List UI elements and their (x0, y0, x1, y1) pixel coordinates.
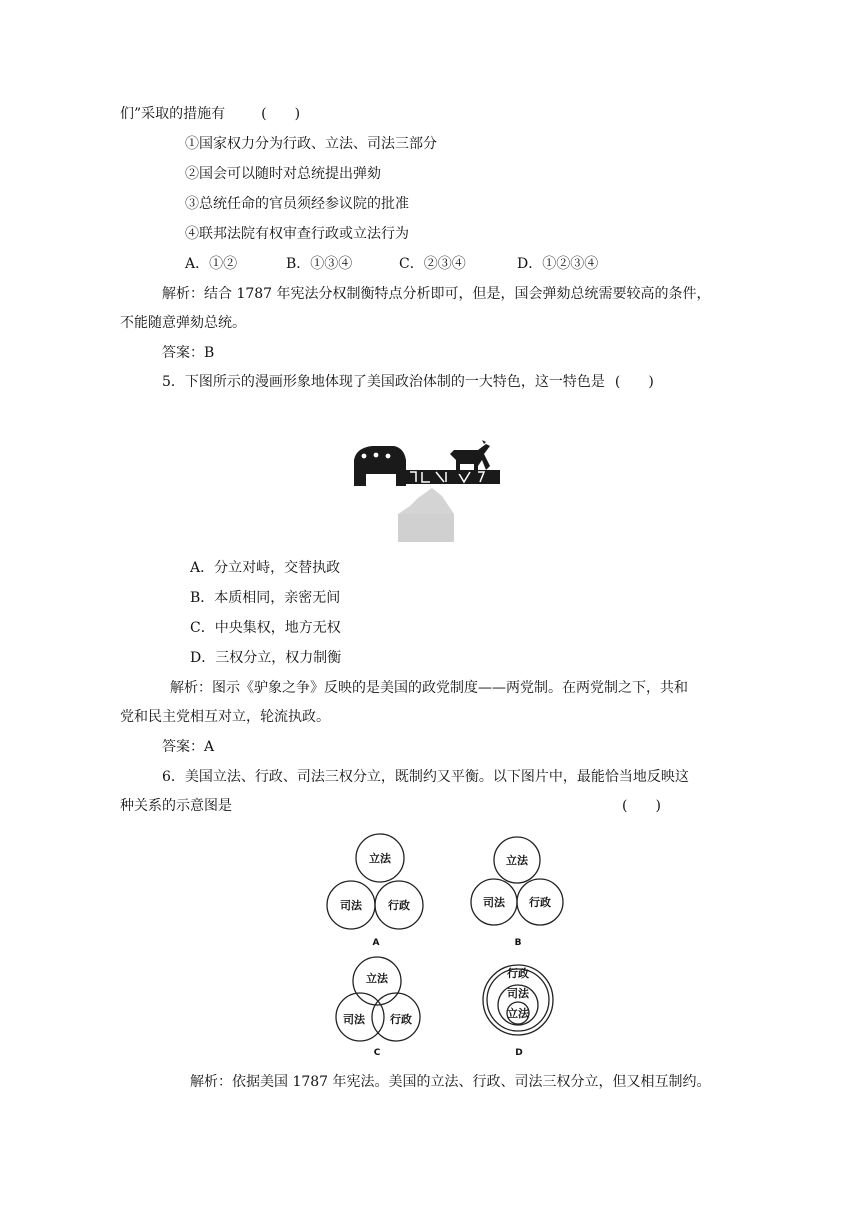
donkey-icon (450, 440, 490, 474)
q4-answer: 答案：B (162, 345, 215, 361)
q4-stem-tail: 们”采取的措施有 ( ) (120, 106, 301, 122)
label-c: C (373, 1048, 381, 1058)
q4-answer-paren: ( ) (261, 106, 301, 122)
b-judicial-label: 司法 (483, 896, 505, 909)
q6-analysis: 解析：依据美国 1787 年宪法。美国的立法、行政、司法三权分立，但又相互制约。 (190, 1074, 711, 1090)
diagram-c (336, 957, 420, 1041)
q4-option-b: B．①③④ (286, 256, 353, 272)
q5-analysis-line1: 解析：图示《驴象之争》反映的是美国的政党制度——两党制。在两党制之下，共和 (170, 680, 688, 696)
label-a: A (372, 938, 380, 948)
q4-item-4: ④联邦法院有权审查行政或立法行为 (185, 226, 409, 242)
q4-option-d: D．①②③④ (517, 256, 599, 272)
q6-answer-paren: ( ) (622, 798, 661, 814)
elephant-icon (354, 446, 406, 486)
q4-option-a: A．①② (185, 256, 238, 272)
q5-stem: 5．下图所示的漫画形象地体现了美国政治体制的一大特色，这一特色是 ( ) (162, 374, 654, 390)
q5-answer-paren: ( ) (614, 374, 654, 390)
b-executive-label: 行政 (529, 896, 551, 909)
q5-answer: 答案：A (162, 739, 215, 755)
q5-option-d: D．三权分立，权力制衡 (190, 650, 342, 666)
d-judicial-label: 司法 (507, 987, 529, 1000)
a-executive-label: 行政 (388, 899, 410, 912)
q6-stem-line2: 种关系的示意图是 ( ) (120, 798, 661, 814)
q4-analysis-line1: 解析：结合 1787 年宪法分权制衡特点分析即可，但是，国会弹劾总统需要较高的条件， (162, 286, 711, 302)
q5-option-a: A．分立对峙，交替执政 (190, 560, 341, 576)
diagram-a (327, 834, 423, 929)
c-judicial-label: 司法 (343, 1013, 365, 1026)
q5-option-c: C．中央集权，地方无权 (190, 620, 341, 636)
q4-analysis-line2: 不能随意弹劾总统。 (120, 315, 246, 331)
q6-stem-line1: 6．美国立法、行政、司法三权分立，既制约又平衡。以下图片中，最能恰当地反映这 (162, 769, 689, 785)
d-executive-label: 行政 (507, 967, 529, 980)
separation-of-powers-diagrams (320, 832, 580, 1062)
a-legislative-label: 立法 (369, 852, 391, 865)
b-legislative-label: 立法 (506, 854, 528, 867)
a-judicial-label: 司法 (340, 899, 362, 912)
c-legislative-label: 立法 (366, 972, 388, 985)
q4-item-2: ②国会可以随时对总统提出弹劾 (185, 166, 381, 182)
q4-options (185, 254, 598, 274)
d-legislative-label: 立法 (507, 1007, 529, 1020)
label-d: D (515, 1048, 523, 1058)
diagram-b (471, 837, 563, 925)
q5-analysis-line2: 党和民主党相互对立，轮流执政。 (120, 709, 330, 725)
label-b: B (514, 938, 522, 948)
q4-item-3: ③总统任命的官员须经参议院的批准 (185, 196, 409, 212)
q4-item-1: ①国家权力分为行政、立法、司法三部分 (185, 136, 437, 152)
q4-option-c: C．②③④ (399, 256, 466, 272)
q5-option-b: B．本质相同，亲密无间 (190, 590, 341, 606)
c-executive-label: 行政 (390, 1013, 412, 1026)
donkey-elephant-cartoon (350, 440, 508, 542)
